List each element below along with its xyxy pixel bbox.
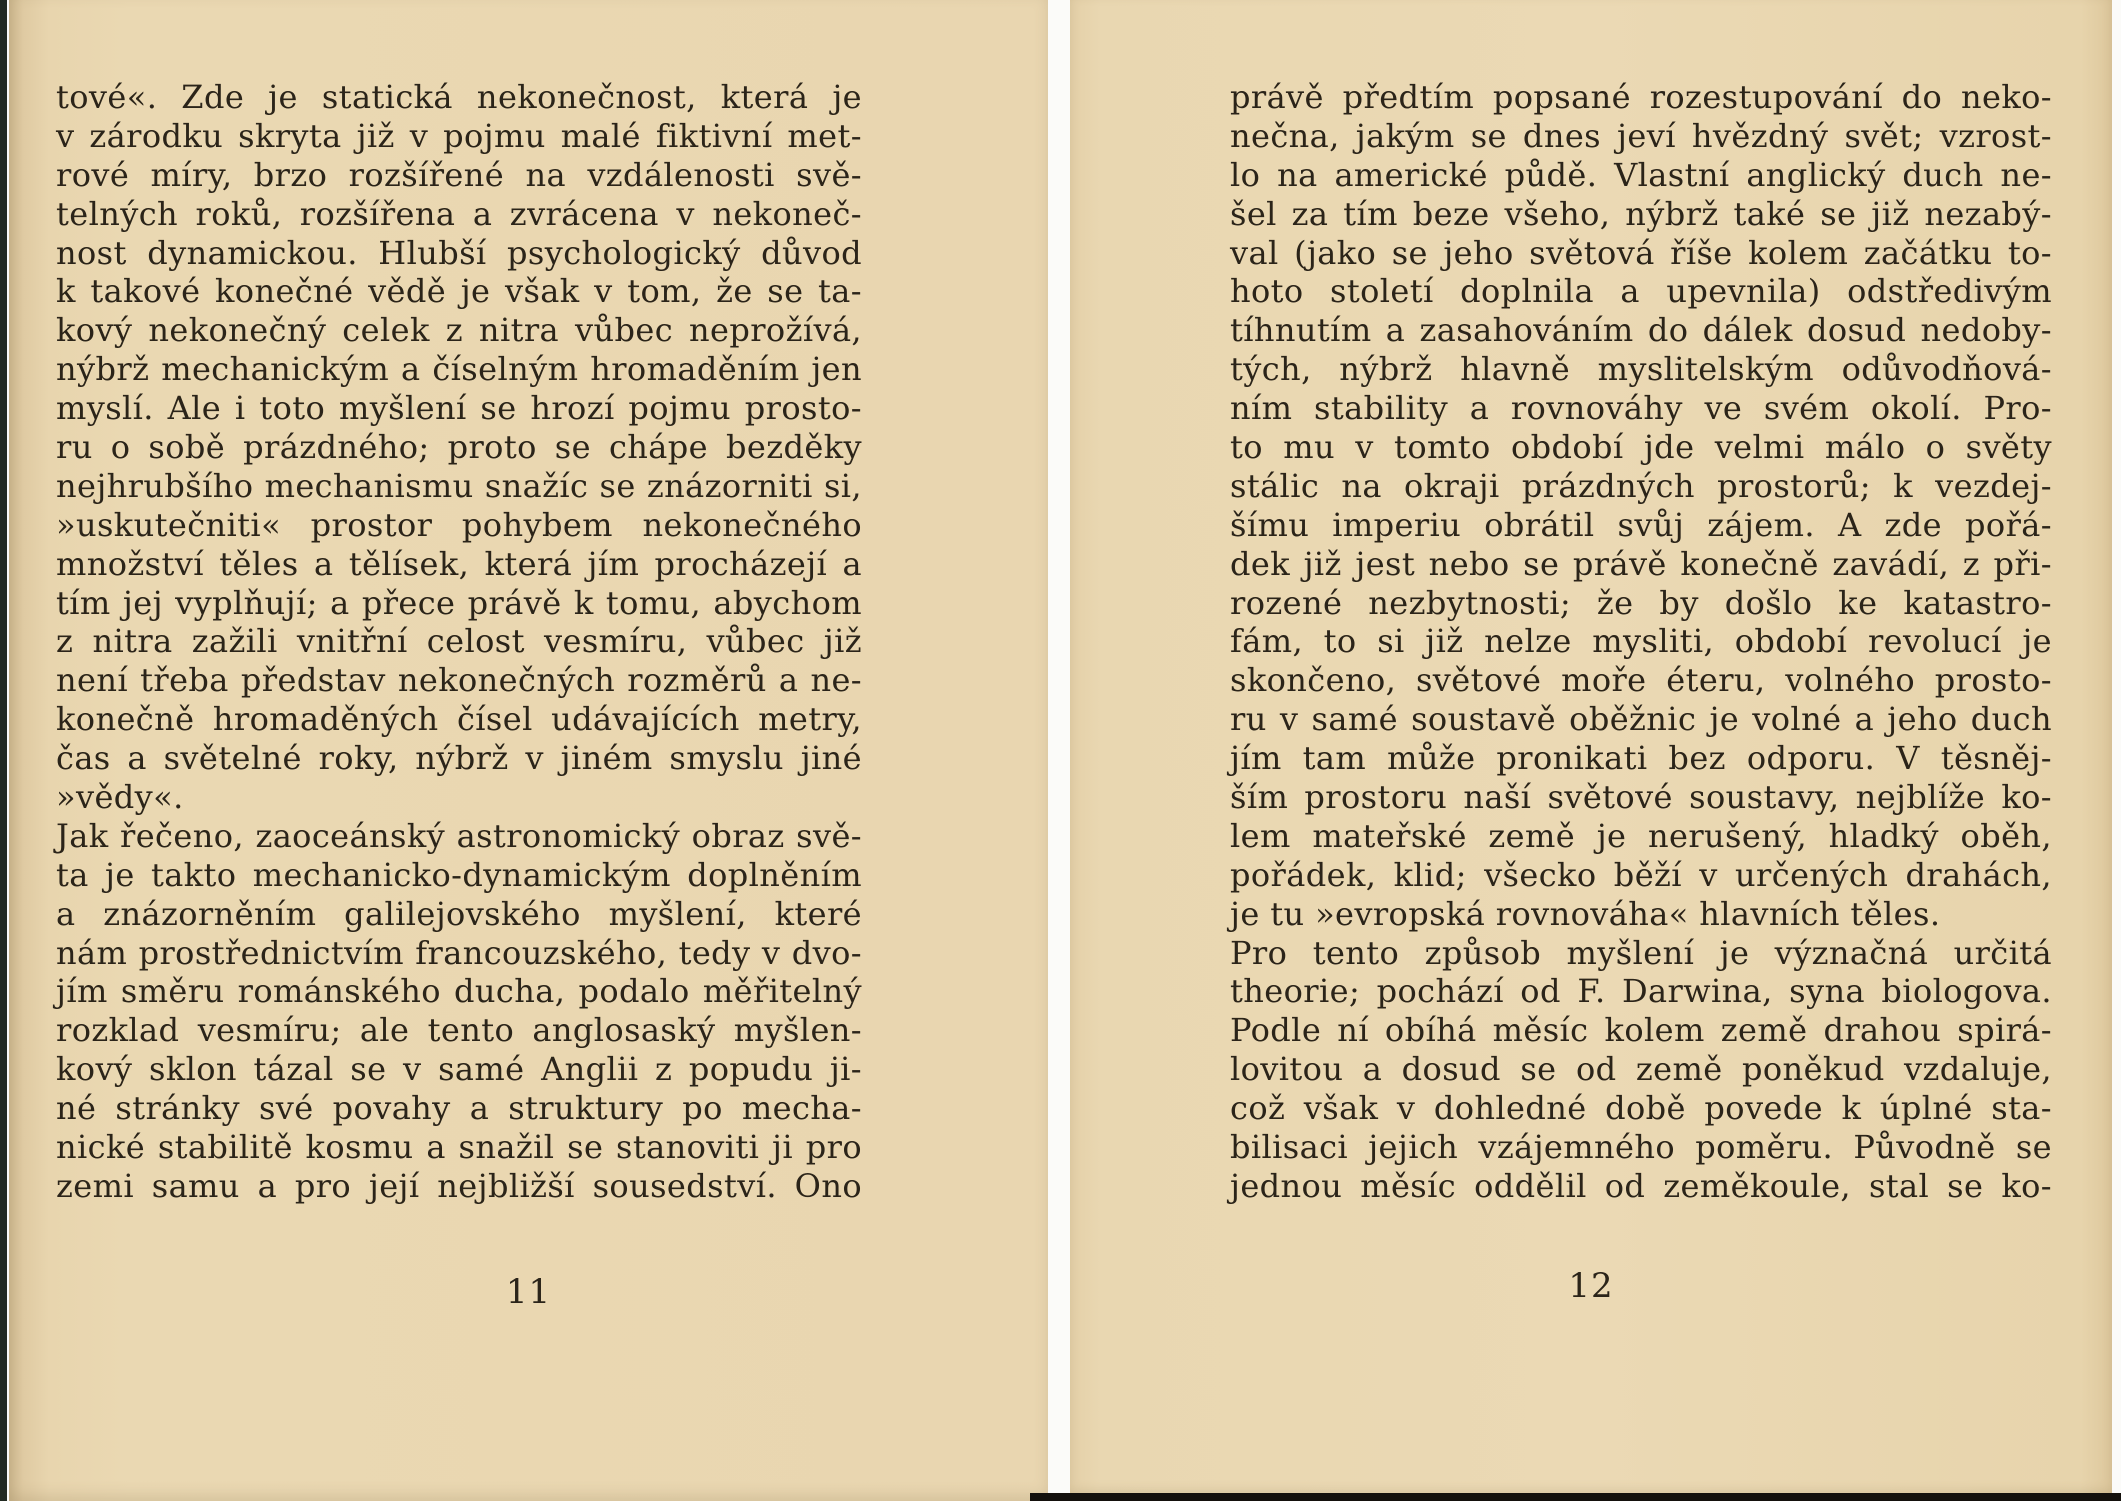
text-line: nost dynamickou. Hlubší psychologický důvod	[56, 233, 862, 272]
text-line: rozené nezbytnosti; že by došlo ke katastro-	[1230, 583, 2052, 622]
text-line: ním stability a rovnováhy ve svém okolí. Pro-	[1230, 389, 2052, 428]
text-line: zemi samu a pro její nejbližší sousedství. Ono	[56, 1166, 862, 1205]
text-line: to mu v tomto období jde velmi málo o světy	[1230, 428, 2052, 467]
book-spine-edge	[0, 0, 7, 1501]
text-line: šel za tím beze všeho, nýbrž také se již nezabý-	[1230, 194, 2052, 233]
left-page-text	[56, 78, 862, 1206]
text-line: právě předtím popsané rozestupování do neko-	[1230, 78, 2052, 116]
text-line: Podle ní obíhá měsíc kolem země drahou spirá-	[1230, 1011, 2052, 1050]
text-line: bilisaci jejich vzájemného poměru. Původně se	[1230, 1128, 2052, 1167]
right-page	[1070, 0, 2112, 1494]
text-line: tých, nýbrž hlavně myslitelským odůvodňová-	[1230, 350, 2052, 389]
text-line: telných roků, rozšířena a zvrácena v nekoneč-	[56, 194, 862, 233]
text-line: čas a světelné roky, nýbrž v jiném smyslu jiné	[56, 739, 862, 778]
text-line: »uskutečniti« prostor pohybem nekonečného	[56, 505, 862, 544]
text-line: lem mateřské země je nerušený, hladký oběh,	[1230, 816, 2052, 855]
text-line: nejhrubšího mechanismu snažíc se znázorniti si,	[56, 466, 862, 505]
text-line: nám prostřednictvím francouzského, tedy v dvo-	[56, 933, 862, 972]
left-page-number: 11	[505, 1272, 552, 1312]
text-line: není třeba představ nekonečných rozměrů a ne-	[56, 661, 862, 700]
text-line: množství těles a tělísek, která jím procházejí a	[56, 544, 862, 583]
text-line: ším prostoru naší světové soustavy, nejblíže ko-	[1230, 778, 2052, 817]
right-page-text	[1230, 78, 2052, 1206]
text-line: nečna, jakým se dnes jeví hvězdný svět; vzrost-	[1230, 116, 2052, 155]
text-line: Pro tento způsob myšlení je význačná určitá	[1230, 933, 2052, 972]
text-line: nické stabilitě kosmu a snažil se stanoviti ji pro	[56, 1128, 862, 1167]
text-line: konečně hromaděných čísel udávajících metry,	[56, 700, 862, 739]
text-line: stálic na okraji prázdných prostorů; k vezdej-	[1230, 466, 2052, 505]
text-line: rozklad vesmíru; ale tento anglosaský myšlen-	[56, 1011, 862, 1050]
text-line: val (jako se jeho světová říše kolem začátku to-	[1230, 233, 2052, 272]
text-line: a znázorněním galilejovského myšlení, které	[56, 894, 862, 933]
left-page	[9, 0, 1048, 1501]
text-line: »vědy«.	[56, 778, 184, 817]
text-line: šímu imperiu obrátil svůj zájem. A zde pořá-	[1230, 505, 2052, 544]
text-line: lo na americké půdě. Vlastní anglický duch ne-	[1230, 155, 2052, 194]
text-line: rové míry, brzo rozšířené na vzdálenosti svě-	[56, 155, 862, 194]
text-line: ta je takto mechanicko-dynamickým doplněním	[56, 855, 862, 894]
text-line: pořádek, klid; všecko běží v určených drahách,	[1230, 855, 2052, 894]
text-line: jím tam může pronikati bez odporu. V těsněj-	[1230, 739, 2052, 778]
text-line: kový nekonečný celek z nitra vůbec neprožívá,	[56, 311, 862, 350]
text-line: ru o sobě prázdného; proto se chápe bezděky	[56, 428, 862, 467]
text-line: kový sklon tázal se v samé Anglii z popudu ji-	[56, 1050, 862, 1089]
text-line: Jak řečeno, zaoceánský astronomický obraz svě-	[56, 816, 862, 855]
text-line: jím směru románského ducha, podalo měřitelný	[56, 972, 862, 1011]
text-line: né stránky své povahy a struktury po mecha-	[56, 1089, 862, 1128]
text-line: jednou měsíc oddělil od zeměkoule, stal se ko-	[1230, 1166, 2052, 1205]
text-line: myslí. Ale i toto myšlení se hrozí pojmu prosto-	[56, 389, 862, 428]
text-line: dek již jest nebo se právě konečně zavádí, z při-	[1230, 544, 2052, 583]
text-line: hoto století doplnila a upevnila) odstředivým	[1230, 272, 2052, 311]
text-line: je tu »evropská rovnováha« hlavních těles.	[1230, 894, 1941, 933]
text-line: lovitou a dosud se od země poněkud vzdaluje,	[1230, 1050, 2052, 1089]
text-line: theorie; pochází od F. Darwina, syna biologova.	[1230, 972, 2052, 1011]
text-line: což však v dohledné době povede k úplné sta-	[1230, 1089, 2052, 1128]
text-line: skončeno, světové moře éteru, volného prosto-	[1230, 661, 2052, 700]
right-page-number: 12	[1568, 1266, 1614, 1306]
text-line: k takové konečné vědě je však v tom, že se ta-	[56, 272, 862, 311]
text-line: z nitra zažili vnitřní celost vesmíru, vůbec již	[56, 622, 862, 661]
text-line: ru v samé soustavě oběžnic je volné a jeho duch	[1230, 700, 2052, 739]
scan-bottom-edge	[1030, 1493, 2121, 1501]
text-line: v zárodku skryta již v pojmu malé fiktivní met-	[56, 116, 862, 155]
text-line: tové«. Zde je statická nekonečnost, která je	[56, 78, 862, 116]
text-line: fám, to si již nelze mysliti, období revolucí je	[1230, 622, 2052, 661]
text-line: tíhnutím a zasahováním do dálek dosud nedoby-	[1230, 311, 2052, 350]
text-line: tím jej vyplňují; a přece právě k tomu, abychom	[56, 583, 862, 622]
text-line: nýbrž mechanickým a číselným hromaděním jen	[56, 350, 862, 389]
